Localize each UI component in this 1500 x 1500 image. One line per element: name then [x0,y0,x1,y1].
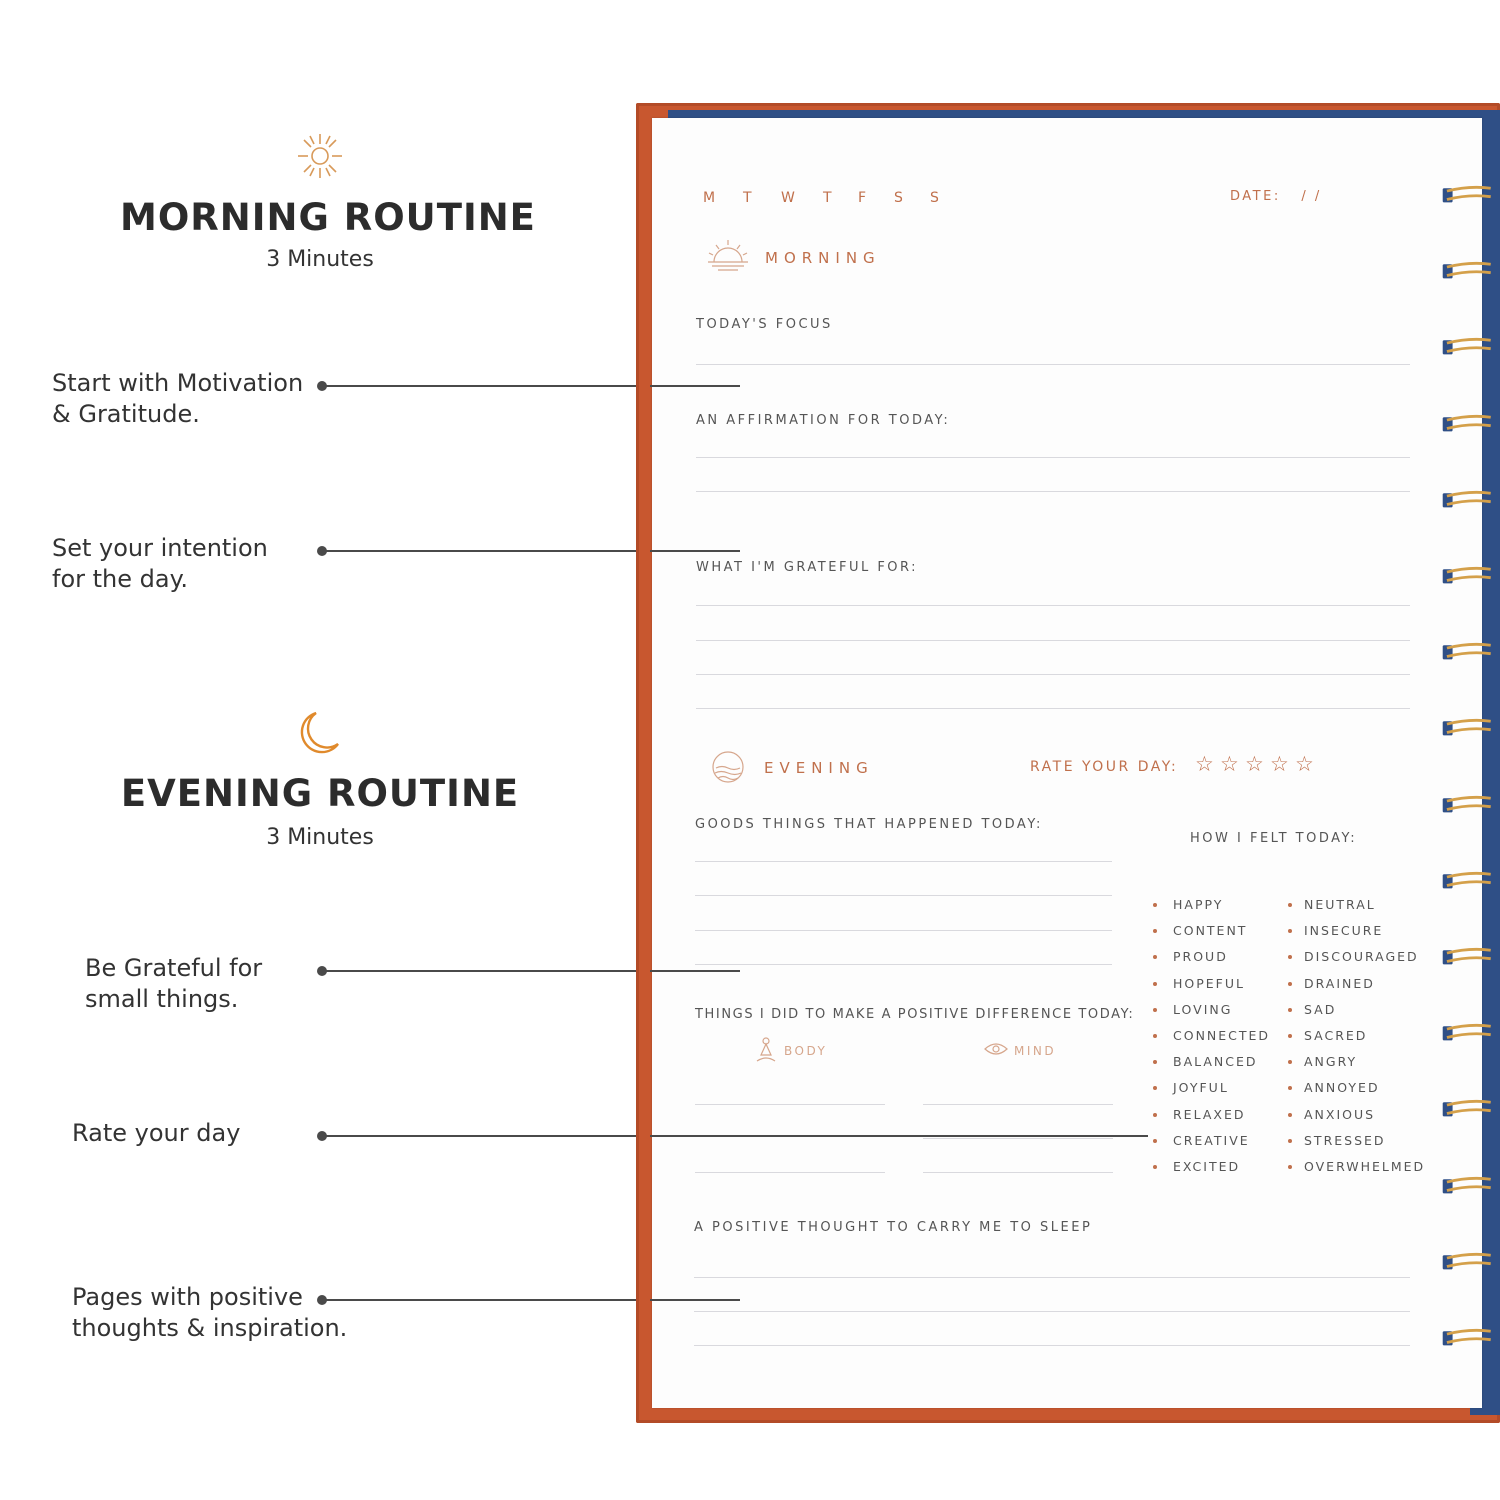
callout-text: & Gratitude. [52,400,200,428]
date-slashes: / / [1301,189,1322,204]
mood-bullet [1153,1034,1157,1038]
writing-line[interactable] [696,457,1410,458]
writing-line[interactable] [695,930,1112,931]
mood-option[interactable]: RELAXED [1173,1106,1246,1122]
writing-line[interactable] [695,861,1112,862]
mood-option[interactable]: ANNOYED [1304,1080,1380,1096]
leader-line [650,1299,740,1301]
mood-bullet [1153,982,1157,986]
mood-bullet [1153,1165,1157,1169]
positive-thought-label: A POSITIVE THOUGHT TO CARRY ME TO SLEEP [694,1220,1093,1235]
writing-line[interactable] [695,964,1112,965]
star-icon[interactable]: ☆ [1245,752,1264,776]
callout-text: Set your intention [52,534,268,562]
star-icon[interactable]: ☆ [1195,752,1214,776]
date-label-text: DATE: [1230,189,1281,204]
mood-option[interactable]: EXCITED [1173,1159,1241,1174]
how-i-felt-label: HOW I FELT TODAY: [1190,831,1358,846]
weekday-letter[interactable]: T [823,190,832,206]
mood-option[interactable]: INSECURE [1304,923,1384,939]
positive-difference-label: THINGS I DID TO MAKE A POSITIVE DIFFERENCE TODAY: [695,1007,1135,1022]
spiral-ring [1431,1327,1500,1351]
body-label: BODY [784,1044,828,1058]
star-icon[interactable]: ☆ [1295,752,1314,776]
leader-line [650,1135,1148,1137]
mood-bullet [1288,1165,1292,1169]
mood-option[interactable]: HAPPY [1173,897,1224,912]
mood-bullet [1153,1008,1157,1012]
spiral-ring [1431,184,1500,208]
weekday-letter[interactable]: S [930,190,939,206]
mood-option[interactable]: ANGRY [1304,1054,1358,1070]
callout-text: thoughts & inspiration. [72,1314,348,1342]
spiral-ring [1431,794,1500,818]
mood-bullet [1288,982,1292,986]
callout-text: for the day. [52,565,188,593]
writing-line[interactable] [696,364,1410,365]
morning-routine-heading: MORNING ROUTINE [120,196,536,239]
evening-section-label: EVENING [764,759,874,777]
affirmation-label: AN AFFIRMATION FOR TODAY: [696,413,951,428]
mood-bullet [1288,1008,1292,1012]
mood-option[interactable]: HOPEFUL [1173,975,1245,991]
spiral-ring [1431,870,1500,894]
callout-text: Be Grateful for [85,954,263,982]
weekday-letter[interactable]: S [894,190,903,206]
mood-option[interactable]: ANXIOUS [1304,1106,1376,1122]
mood-option[interactable]: OVERWHELMED [1304,1159,1426,1174]
callout-text: Rate your day [72,1119,241,1147]
spiral-ring [1431,413,1500,437]
mood-option[interactable]: LOVING [1173,1001,1233,1017]
star-icon[interactable]: ☆ [1270,752,1289,776]
moon-icon [298,710,342,756]
spiral-ring [1431,946,1500,970]
evening-duration: 3 Minutes [266,825,374,850]
callout-intention [52,533,268,595]
writing-line[interactable] [696,708,1410,709]
mood-option[interactable]: NEUTRAL [1304,897,1376,912]
todays-focus-label: TODAY'S FOCUS [696,317,833,332]
writing-line[interactable] [695,895,1112,896]
mood-bullet [1153,1139,1157,1143]
weekday-letter[interactable]: W [781,190,795,206]
writing-line[interactable] [694,1277,1410,1278]
writing-line[interactable] [695,1104,885,1105]
body-icon [754,1037,778,1063]
mood-option[interactable]: DRAINED [1304,975,1375,991]
leader-line [650,550,740,552]
morning-section-label: MORNING [765,249,881,267]
date-label [1230,189,1322,204]
spiral-ring [1431,1022,1500,1046]
star-icon[interactable]: ☆ [1220,752,1239,776]
writing-line[interactable] [923,1172,1113,1173]
callout-motivation [52,368,303,430]
spiral-ring [1431,1175,1500,1199]
spiral-ring [1431,1251,1500,1275]
mood-option[interactable]: CREATIVE [1173,1132,1250,1148]
mood-option[interactable]: SAD [1304,1001,1337,1017]
mood-option[interactable]: PROUD [1173,949,1228,965]
morning-duration: 3 Minutes [266,247,374,272]
good-things-label: GOODS THINGS THAT HAPPENED TODAY: [695,817,1043,832]
spiral-ring [1431,565,1500,589]
weekday-letter[interactable]: T [743,190,752,206]
callout-grateful [85,953,262,1015]
callout-text: Pages with positive [72,1283,303,1311]
writing-line[interactable] [696,640,1410,641]
weekday-letter[interactable]: F [858,190,867,206]
writing-line[interactable] [694,1311,1410,1312]
writing-line[interactable] [696,674,1410,675]
callout-text: small things. [85,985,239,1013]
mind-label: MIND [1014,1044,1057,1058]
sunset-icon [710,750,746,784]
grateful-for-label: WHAT I'M GRATEFUL FOR: [696,560,919,575]
mind-icon [983,1040,1009,1058]
sun-icon [296,132,344,180]
spiral-ring [1431,260,1500,284]
mood-bullet [1288,903,1292,907]
mood-bullet [1288,1034,1292,1038]
writing-line[interactable] [696,491,1410,492]
mood-option[interactable]: SACRED [1304,1028,1368,1043]
rate-your-day-label: RATE YOUR DAY: [1030,759,1179,775]
mood-bullet [1288,1113,1292,1117]
leader-line [650,970,740,972]
mood-bullet [1153,903,1157,907]
callout-rate [72,1118,240,1149]
mood-option[interactable]: CONTENT [1173,923,1248,939]
writing-line[interactable] [923,1138,1113,1139]
spiral-ring [1431,489,1500,513]
writing-line[interactable] [694,1345,1410,1346]
mood-bullet [1288,1139,1292,1143]
spiral-ring [1431,336,1500,360]
writing-line[interactable] [695,1172,885,1173]
callout-pages [72,1282,347,1344]
spiral-ring [1431,717,1500,741]
mood-option[interactable]: BALANCED [1173,1054,1258,1070]
mood-option[interactable]: DISCOURAGED [1304,949,1419,965]
sunrise-icon [706,238,750,272]
callout-text: Start with Motivation [52,369,304,397]
weekday-letter[interactable]: M [703,190,716,206]
spiral-ring [1431,641,1500,665]
evening-routine-heading: EVENING ROUTINE [120,772,520,815]
writing-line[interactable] [696,605,1410,606]
mood-option[interactable]: JOYFUL [1173,1080,1229,1096]
mood-option[interactable]: CONNECTED [1173,1028,1271,1043]
mood-option[interactable]: STRESSED [1304,1132,1386,1148]
spiral-ring [1431,1098,1500,1122]
mood-bullet [1153,1113,1157,1117]
leader-line [650,385,740,387]
writing-line[interactable] [923,1104,1113,1105]
